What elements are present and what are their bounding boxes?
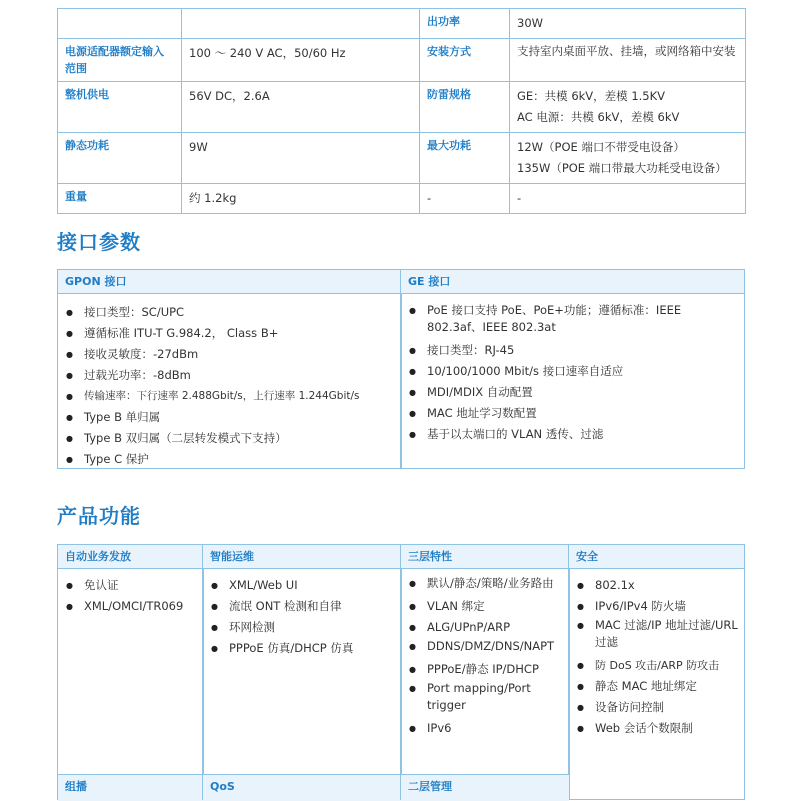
list-item: ● MAC 过滤/IP 地址过滤/URL 过滤 xyxy=(595,617,738,651)
table-row xyxy=(58,133,746,184)
list-item: ● 静态 MAC 地址绑定 xyxy=(595,676,738,697)
spec-label: 重量 xyxy=(58,184,182,214)
feature-col-smart-ops xyxy=(202,544,402,776)
spec-value-line: 12W（POE 端口不带受电设备） xyxy=(517,140,685,154)
list-item: ● PoE 接口支持 PoE、PoE+功能；遵循标准：IEEE 802.3af、IEEE 802.3at xyxy=(427,302,724,336)
list-item: ● 传输速率：下行速率 2.488Gbit/s，上行速率 1.244Gbit/s xyxy=(84,386,397,407)
feature-list xyxy=(401,569,569,739)
feature-col-layer2 xyxy=(400,774,570,800)
list-item: ● XML/Web UI xyxy=(229,575,397,596)
spec-label: 出功率 xyxy=(420,9,510,39)
spec-value: 9W xyxy=(182,133,420,184)
feature-col-qos xyxy=(202,774,402,800)
gpon-list xyxy=(58,294,401,470)
spec-label xyxy=(58,9,182,39)
list-item: ● 10/100/1000 Mbit/s 接口速率自适应 xyxy=(427,361,724,382)
list-item: ● VLAN 绑定 xyxy=(427,596,561,617)
list-item: ● Web 会话个数限制 xyxy=(595,718,738,739)
list-item: ● Type B 双归属（二层转发模式下支持） xyxy=(84,428,397,449)
list-item: ● DDNS/DMZ/DNS/NAPT xyxy=(427,638,561,655)
list-item: ● 默认/静态/策略/业务路由 xyxy=(427,575,561,592)
spec-value: 支持室内桌面平放、挂墙，或网络箱中安装 xyxy=(510,39,746,82)
section-title-interface: 接口参数 xyxy=(57,230,141,254)
spec-value xyxy=(510,82,746,133)
feature-header: 安全 xyxy=(569,545,744,569)
spec-value xyxy=(182,9,420,39)
list-item: ● Type C 保护 xyxy=(84,449,397,470)
list-item: ● PPPoE 仿真/DHCP 仿真 xyxy=(229,638,397,659)
list-item: ● 接口类型：SC/UPC xyxy=(84,302,397,323)
feature-list xyxy=(569,569,744,739)
feature-header: 二层管理 xyxy=(401,775,569,801)
list-item: ● MDI/MDIX 自动配置 xyxy=(427,382,724,403)
spec-value: 100 ～ 240 V AC，50/60 Hz xyxy=(182,39,420,82)
list-item: ● 802.1x xyxy=(595,575,738,596)
feature-col-security xyxy=(568,544,745,800)
list-item: ● 遵循标准 ITU-T G.984.2， Class B+ xyxy=(84,323,397,344)
feature-list xyxy=(58,569,203,617)
spec-value: 约 1.2kg xyxy=(182,184,420,214)
spec-label: 静态功耗 xyxy=(58,133,182,184)
feature-header: 三层特性 xyxy=(401,545,569,569)
spec-value: - xyxy=(510,184,746,214)
feature-list xyxy=(203,569,401,659)
feature-col-multicast xyxy=(57,774,204,800)
ge-interface-box xyxy=(400,269,745,469)
spec-table xyxy=(57,8,746,214)
spec-value: 30W xyxy=(510,9,746,39)
list-item: ● 接收灵敏度：-27dBm xyxy=(84,344,397,365)
spec-label: 电源适配器额定输入范围 xyxy=(58,39,182,82)
spec-value-line: 135W（POE 端口带最大功耗受电设备） xyxy=(517,161,727,175)
gpon-header: GPON 接口 xyxy=(58,270,401,294)
spec-value: 56V DC，2.6A xyxy=(182,82,420,133)
spec-value xyxy=(510,133,746,184)
list-item: ● XML/OMCI/TR069 xyxy=(84,596,199,617)
list-item: ● 过载光功率：-8dBm xyxy=(84,365,397,386)
feature-col-auto-provision xyxy=(57,544,204,776)
spec-label: 防雷规格 xyxy=(420,82,510,133)
table-row xyxy=(58,39,746,82)
list-item: ● ALG/UPnP/ARP xyxy=(427,617,561,638)
feature-header: 智能运维 xyxy=(203,545,401,569)
list-item: ● MAC 地址学习数配置 xyxy=(427,403,724,424)
table-row xyxy=(58,9,746,39)
spec-label: 安装方式 xyxy=(420,39,510,82)
feature-header: 自动业务发放 xyxy=(58,545,203,569)
list-item: ● IPv6/IPv4 防火墙 xyxy=(595,596,738,617)
ge-header: GE 接口 xyxy=(401,270,744,294)
spec-label: 整机供电 xyxy=(58,82,182,133)
section-title-features: 产品功能 xyxy=(57,504,141,528)
list-item: ● IPv6 xyxy=(427,718,561,739)
spec-value-line: AC 电源：共模 6kV，差模 6kV xyxy=(517,110,680,124)
list-item: ● 接口类型：RJ-45 xyxy=(427,340,724,361)
list-item: ● 设备访问控制 xyxy=(595,697,738,718)
list-item: ● PPPoE/静态 IP/DHCP xyxy=(427,659,561,680)
spec-label: - xyxy=(420,184,510,214)
table-row xyxy=(58,82,746,133)
list-item: ● 流氓 ONT 检测和自律 xyxy=(229,596,397,617)
table-row xyxy=(58,184,746,214)
feature-header: QoS xyxy=(203,775,401,801)
list-item: ● Port mapping/Port trigger xyxy=(427,680,561,714)
list-item: ● 基于以太端口的 VLAN 透传、过滤 xyxy=(427,424,724,445)
feature-col-layer3 xyxy=(400,544,570,776)
spec-label: 最大功耗 xyxy=(420,133,510,184)
list-item: ● 免认证 xyxy=(84,575,199,596)
spec-value-line: GE：共模 6kV，差模 1.5KV xyxy=(517,89,666,103)
ge-list xyxy=(401,294,744,445)
list-item: ● 防 DoS 攻击/ARP 防攻击 xyxy=(595,655,738,676)
gpon-interface-box xyxy=(57,269,402,469)
feature-header: 组播 xyxy=(58,775,203,801)
list-item: ● Type B 单归属 xyxy=(84,407,397,428)
list-item: ● 环网检测 xyxy=(229,617,397,638)
